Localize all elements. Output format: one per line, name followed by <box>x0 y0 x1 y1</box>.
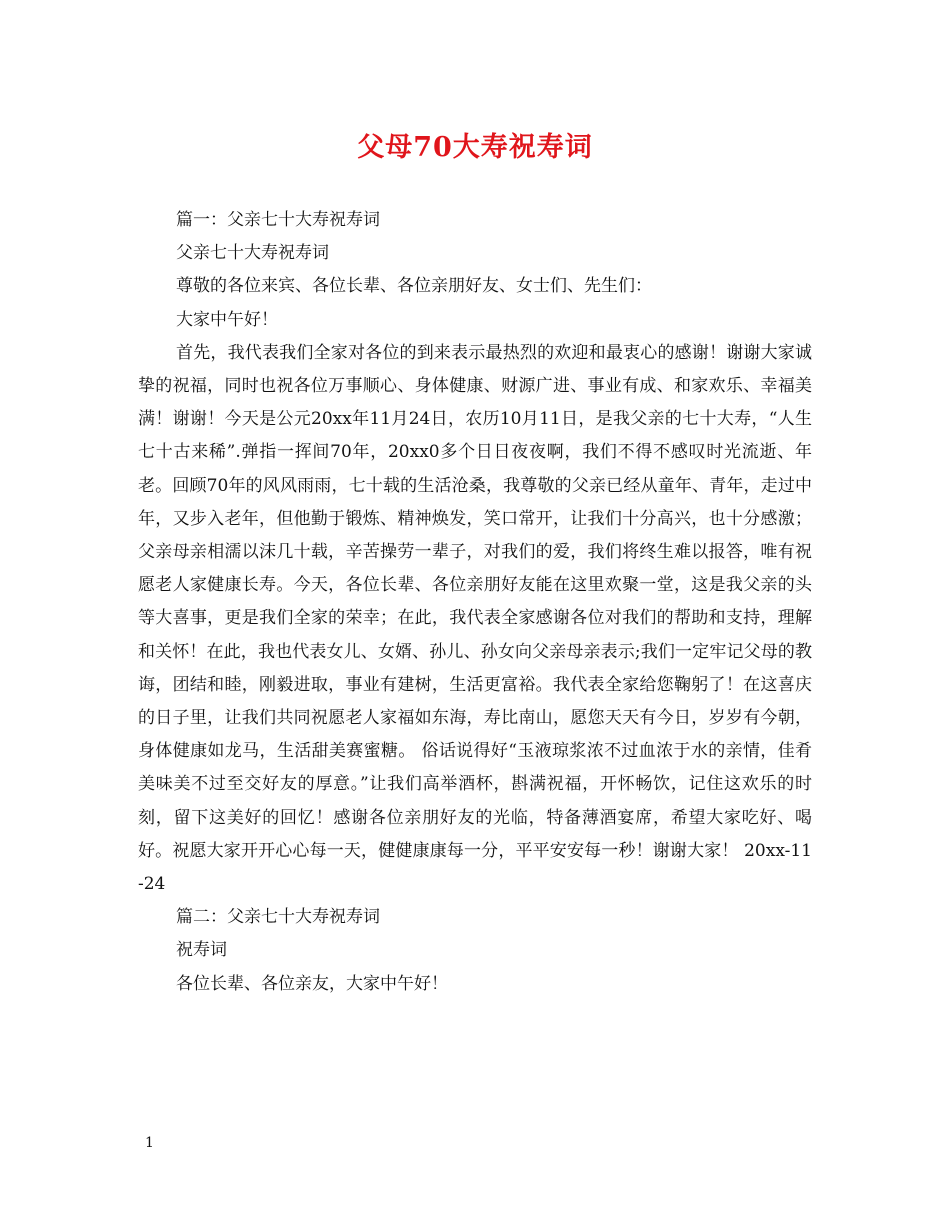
page-number: 1 <box>145 1135 154 1151</box>
paragraph: 篇二：父亲七十大寿祝寿词 <box>176 907 380 928</box>
document-title: 父母70大寿祝寿词 <box>357 132 593 163</box>
paragraph: 篇一：父亲七十大寿祝寿词 <box>176 210 380 230</box>
paragraph: 首先，我代表我们全家对各位的到来表示最热烈的欢迎和最衷心的感谢！谢谢大家诚挚的祝福，同时也祝各位万事顺心、身体健康、财源广进、事业有成、和家欢乐、幸福美满！谢谢！今天是公元20xx年11月24日，农历10月11日，是我父亲的七十大寿，“人生七十古来稀”.弹指一挥间70年，20xx0多个日日夜夜啊，我们不得不感叹时光流逝、年老。回顾70年的风风雨雨，七十载的生活沧桑，我尊敬的父亲已经从童年、青年，走过中年，又步入老年，但他勤于锻炼、精神焕发，笑口常开，让我们十分高兴，也十分感激；父亲母亲相濡以沫几十载，辛苦操劳一辈子，对我们的爱，我们将终生难以报答，唯有祝愿老人家健康长寿。今天，各位长辈、各位亲朋好友能在这里欢聚一堂，这是我父亲的头等大喜事，更是我们全家的荣幸；在此，我代表全家感谢各位对我们的帮助和支持，理解和关怀！在此，我也代表女儿、女婿、孙儿、孙女向父亲母亲表示;我们一定牢记父母的教诲，团结和睦，刚毅进取，事业有建树，生活更富裕。我代表全家给您鞠躬了！在这喜庆的日子里，让我们共同祝愿老人家福如东海，寿比南山，愿您天天有今日，岁岁有今朝，身体健康如龙马，生活甜美赛蜜糖。 俗话说得好“玉液琼浆浓不过血浓于水的亲情，佳肴美味美不过至交好友的厚意。”让我们高举酒杯，斟满祝福，开怀畅饮，记住这欢乐的时刻，留下这美好的回忆！感谢各位亲朋好友的光临，特备薄酒宴席，希望大家吃好、喝好。祝愿大家开开心心每一天，健健康康每一分，平平安安每一秒！谢谢大家！ 20xx-11-24 <box>138 342 812 895</box>
document-body <box>138 204 812 1001</box>
paragraph: 各位长辈、各位亲友，大家中午好！ <box>176 973 448 994</box>
paragraph: 祝寿词 <box>176 940 227 961</box>
paragraph: 大家中午好！ <box>176 309 278 330</box>
paragraph: 尊敬的各位来宾、各位长辈、各位亲朋好友、女士们、先生们： <box>176 276 652 297</box>
paragraph: 父亲七十大寿祝寿词 <box>176 243 329 264</box>
